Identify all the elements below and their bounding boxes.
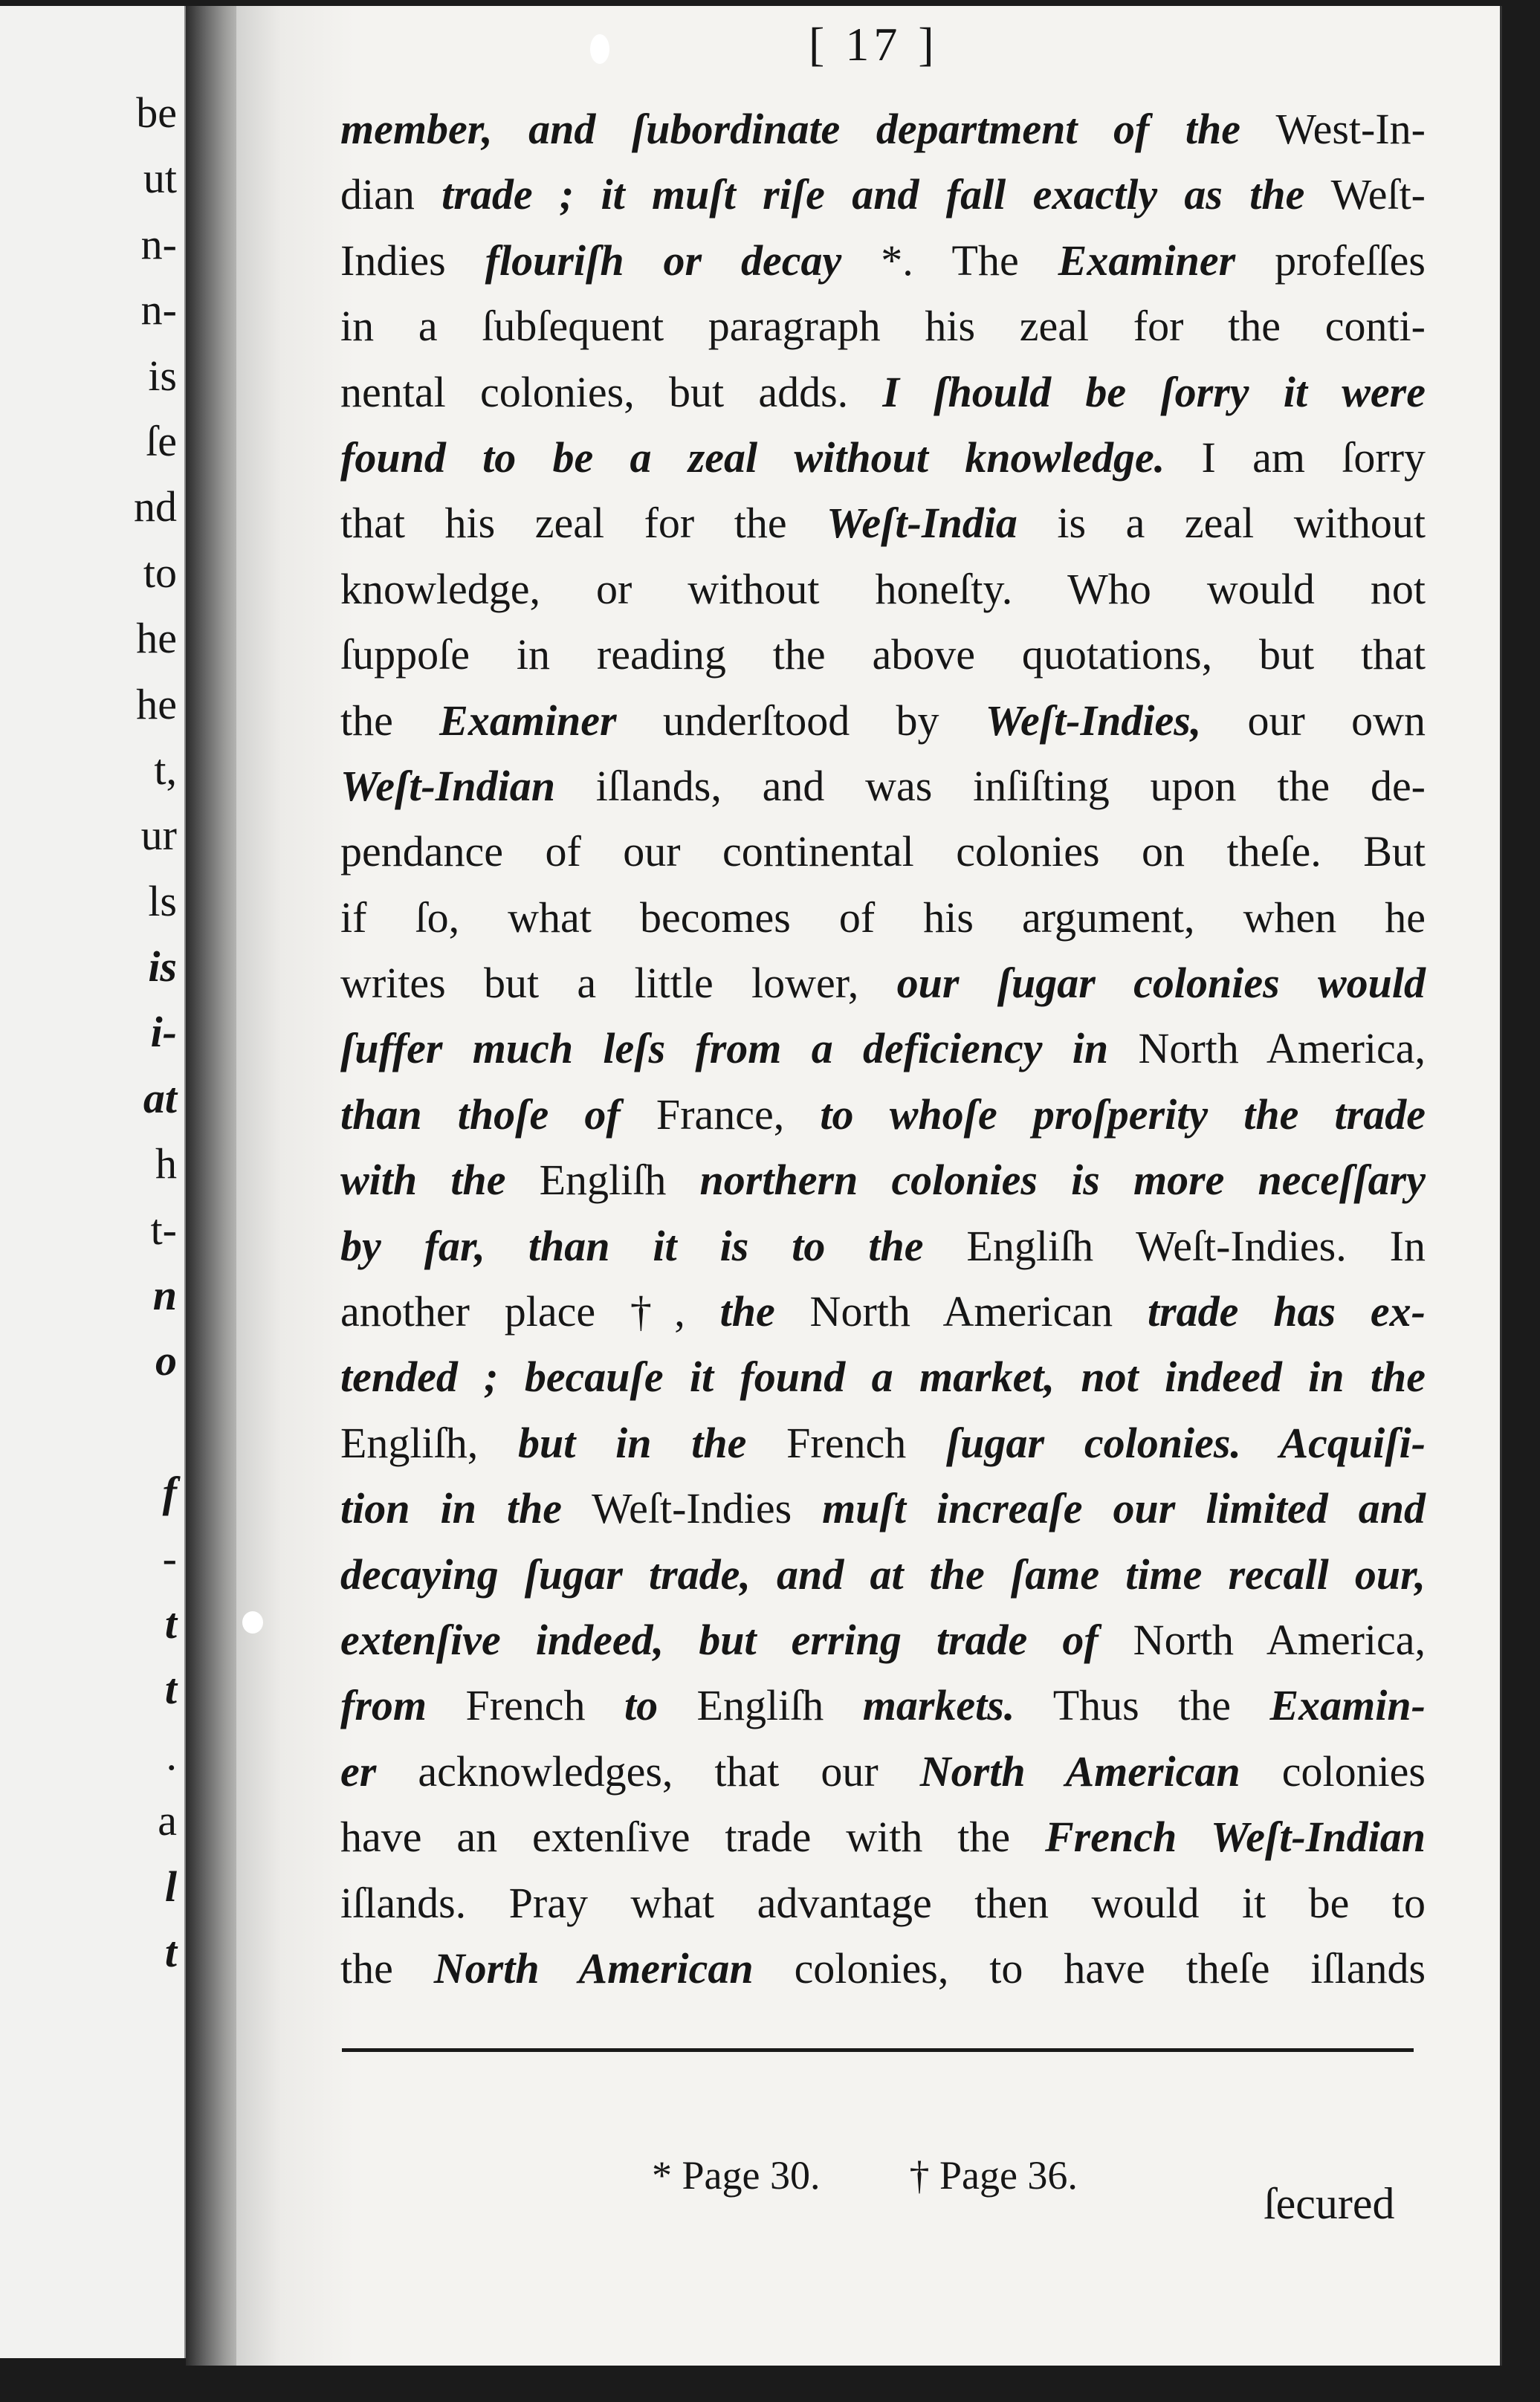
italic-segment: to whoſe proſperity the trade — [820, 1090, 1426, 1139]
italic-segment: Examin- — [1269, 1681, 1426, 1730]
italic-segment: Weſt-Indies, — [985, 696, 1202, 745]
catchword: ſecured — [1264, 2179, 1395, 2228]
text-segment: Weſt- — [1304, 170, 1426, 219]
text-segment: Engliſh — [505, 1156, 700, 1205]
italic-segment: than thoſe of — [340, 1090, 621, 1139]
page-number: [ 17 ] — [809, 18, 939, 71]
italic-segment: North American — [433, 1943, 754, 1993]
text-line — [340, 688, 1426, 754]
text-line — [340, 1016, 1426, 1081]
text-line — [340, 951, 1426, 1016]
facing-page-fragment: ſe — [146, 416, 177, 465]
text-line — [340, 1804, 1426, 1870]
text-segment: pendance of our continental colonies on theſe. But — [340, 827, 1426, 876]
text-line — [340, 1344, 1426, 1410]
text-line — [340, 1673, 1426, 1738]
text-segment: knowledge, or without honeſty. Who would not — [340, 564, 1426, 613]
text-line — [340, 1411, 1426, 1476]
facing-page-fragment: t- — [150, 1205, 177, 1254]
italic-segment: but in the — [518, 1418, 747, 1467]
text-segment: Engliſh, — [340, 1418, 519, 1467]
italic-segment: the — [719, 1287, 775, 1336]
text-line — [340, 491, 1426, 556]
text-line — [340, 622, 1426, 687]
text-line — [340, 1082, 1426, 1147]
text-segment: French — [427, 1681, 624, 1730]
text-segment: acknowledges, that our — [376, 1747, 920, 1796]
italic-segment: extenſive indeed, but erring trade of — [340, 1615, 1099, 1664]
facing-page-fragment: n — [152, 1271, 177, 1320]
text-line — [340, 1147, 1426, 1213]
italic-segment: er — [340, 1747, 377, 1796]
italic-segment: Examiner — [439, 696, 617, 745]
italic-segment: our ſugar colonies would — [896, 959, 1426, 1008]
italic-segment: Weſt-Indian — [340, 761, 555, 810]
italic-segment: found to be a zeal without knowledge. — [340, 433, 1165, 482]
italic-segment: by far, than it is to the — [340, 1221, 924, 1270]
text-line — [340, 1608, 1426, 1673]
italic-segment: trade has ex- — [1148, 1287, 1426, 1336]
italic-segment: with the — [340, 1156, 506, 1205]
text-line — [340, 294, 1426, 359]
facing-page-fragment: n- — [140, 285, 177, 334]
facing-page-fragment: n- — [140, 219, 177, 268]
facing-page — [0, 6, 186, 2358]
italic-segment: northern colonies is more neceſſary — [699, 1156, 1426, 1205]
facing-page-fragment: is — [148, 351, 177, 400]
text-line — [340, 425, 1426, 491]
italic-segment: markets. — [862, 1681, 1015, 1730]
italic-segment: decaying ſugar trade, and at the ſame time recall our, — [340, 1550, 1426, 1599]
facing-page-fragment: ls — [148, 876, 177, 925]
facing-page-fragment: t — [164, 1927, 177, 1976]
text-segment: *. The — [841, 236, 1058, 285]
text-segment: if ſo, what becomes of his argument, when he — [340, 893, 1426, 942]
text-line — [340, 1871, 1426, 1936]
text-segment: the — [340, 1943, 434, 1993]
facing-page-fragment: is — [148, 942, 177, 991]
facing-page-fragment: t — [164, 1599, 177, 1648]
text-segment: North America, — [1108, 1024, 1426, 1073]
text-segment: West-In- — [1240, 105, 1426, 153]
italic-segment: muſt increaſe our limited and — [822, 1484, 1426, 1533]
text-line — [340, 360, 1426, 425]
italic-segment: ſugar colonies. Acquiſi- — [945, 1418, 1426, 1467]
text-segment: dian — [340, 170, 442, 219]
footnote-1: * Page 30. — [652, 2153, 821, 2198]
text-line — [340, 228, 1426, 294]
italic-segment: tended ; becauſe it found a market, not indeed in the — [340, 1353, 1426, 1402]
text-line — [340, 162, 1426, 227]
facing-page-fragment: f — [162, 1468, 177, 1517]
text-line — [340, 97, 1426, 162]
italic-segment: French Weſt-Indian — [1044, 1813, 1426, 1862]
facing-page-fragment: t — [164, 1665, 177, 1714]
text-line — [340, 1936, 1426, 2001]
facing-page-fragment: to — [143, 548, 177, 597]
text-segment: writes but a little lower, — [340, 959, 897, 1008]
italic-segment: from — [340, 1681, 427, 1730]
facing-page-fragment: at — [143, 1073, 177, 1122]
text-segment: the — [340, 696, 440, 745]
text-line — [340, 1279, 1426, 1344]
facing-page-fragment: . — [166, 1730, 177, 1779]
paper-speck — [590, 34, 609, 64]
text-segment: ſuppoſe in reading the above quotations, but that — [340, 630, 1426, 679]
italic-segment: I ſhould be ſorry it were — [882, 367, 1426, 416]
footnotes — [632, 2097, 1078, 2201]
text-line — [340, 754, 1426, 819]
text-segment: is a zeal without — [1017, 499, 1426, 548]
text-segment: Weſt-Indies — [562, 1484, 823, 1533]
italic-segment: Examiner — [1058, 236, 1236, 285]
text-segment: nental colonies, but adds. — [340, 367, 883, 416]
text-line — [340, 557, 1426, 622]
text-segment: Engliſh Weſt-Indies. In — [923, 1221, 1426, 1270]
italic-segment: North American — [919, 1747, 1240, 1796]
text-segment: colonies — [1240, 1747, 1426, 1796]
text-segment: have an extenſive trade with the — [340, 1813, 1045, 1862]
page-body-text — [340, 97, 1426, 2001]
text-segment: that his zeal for the — [340, 499, 827, 548]
text-segment: North American — [774, 1287, 1148, 1336]
facing-page-fragment: h — [155, 1139, 177, 1188]
text-segment: another place †, — [340, 1287, 720, 1336]
text-segment: iſlands, and was inſiſting upon the de- — [554, 761, 1426, 810]
facing-page-fragment: o — [155, 1336, 177, 1385]
text-line — [340, 1476, 1426, 1541]
facing-page-fragment: he — [136, 614, 177, 663]
text-segment: French — [746, 1418, 946, 1467]
facing-page-fragment: ut — [143, 154, 177, 203]
text-segment: I am ſorry — [1165, 433, 1426, 482]
text-segment: Thus the — [1015, 1681, 1270, 1730]
facing-page-text — [134, 80, 177, 1985]
text-segment: profeſſes — [1235, 236, 1426, 285]
paper-speck — [242, 1611, 263, 1634]
text-segment: colonies, to have theſe iſlands — [753, 1943, 1426, 1993]
text-line — [340, 1214, 1426, 1279]
facing-page-fragment: a — [158, 1796, 177, 1845]
facing-page-fragment: be — [136, 88, 177, 137]
text-segment: France, — [620, 1090, 821, 1139]
text-line — [340, 819, 1426, 884]
facing-page-fragment: l — [164, 1862, 177, 1911]
facing-page-fragment: nd — [134, 482, 177, 531]
text-segment: our own — [1201, 696, 1426, 745]
italic-segment: ſuffer much leſs from a deficiency in — [340, 1024, 1109, 1073]
text-segment: Engliſh — [658, 1681, 863, 1730]
footnote-2: † Page 36. — [909, 2153, 1078, 2198]
text-line — [340, 885, 1426, 951]
text-segment: underſtood by — [616, 696, 986, 745]
text-segment: in a ſubſequent paragraph his zeal for the conti- — [340, 302, 1426, 351]
facing-page-fragment — [134, 1394, 177, 1460]
text-segment: Indies — [340, 236, 485, 285]
text-line — [340, 1542, 1426, 1608]
facing-page-fragment: ur — [140, 811, 177, 860]
text-segment: North America, — [1098, 1615, 1426, 1664]
text-line — [340, 1739, 1426, 1804]
italic-segment: tion in the — [340, 1484, 563, 1533]
text-segment: iſlands. Pray what advantage then would it be to — [340, 1878, 1426, 1927]
italic-segment: to — [624, 1681, 659, 1730]
facing-page-fragment: he — [136, 679, 177, 728]
italic-segment: Weſt-India — [826, 499, 1017, 548]
facing-page-fragment: - — [162, 1533, 177, 1582]
footnote-rule — [342, 2048, 1414, 2052]
facing-page-fragment: i- — [150, 1008, 177, 1057]
italic-segment: trade ; it muſt riſe and fall exactly as the — [441, 170, 1305, 219]
facing-page-fragment: t, — [154, 745, 177, 794]
italic-segment: flouriſh or decay — [485, 236, 842, 285]
italic-segment: member, and ſubordinate department of the — [340, 105, 1241, 153]
